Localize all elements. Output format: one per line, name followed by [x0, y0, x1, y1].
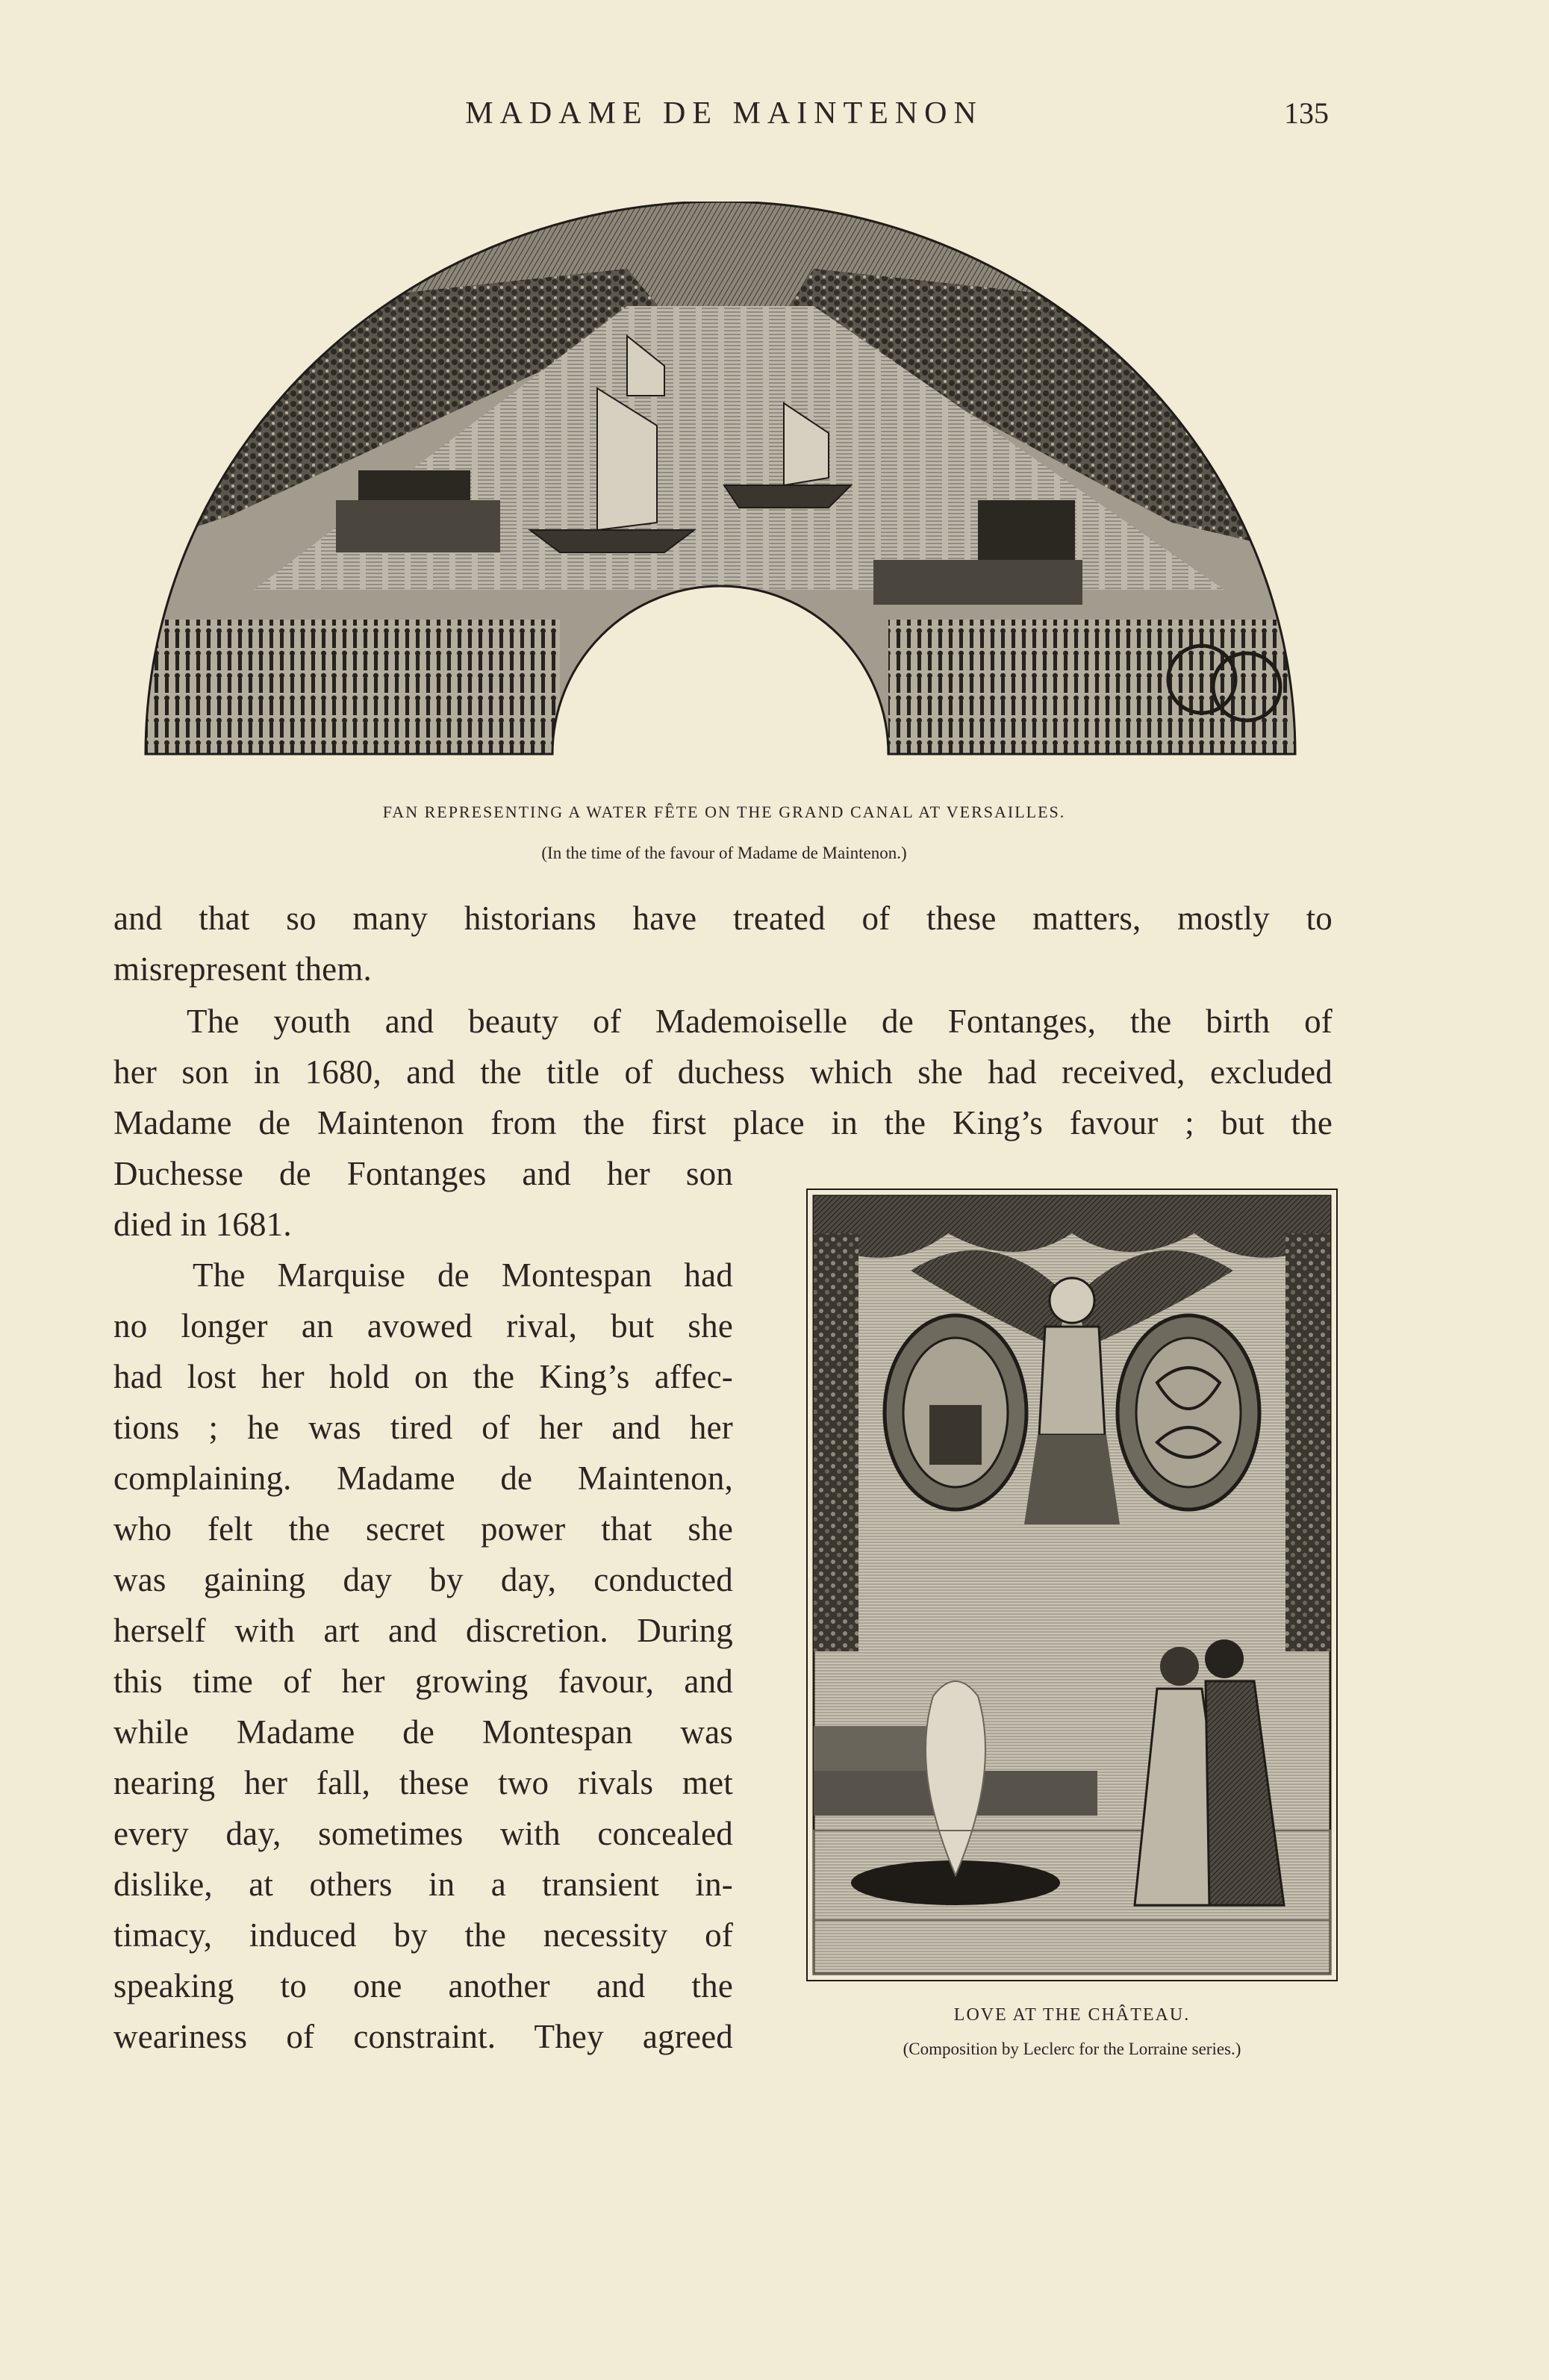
body-line: Madame de Maintenon from the first place in the King’s favour ; but the — [113, 1104, 1333, 1141]
body-line: died in 1681. — [113, 1206, 292, 1243]
fan-engraving — [142, 202, 1299, 761]
body-line: was gaining day by day, conducted — [113, 1561, 733, 1598]
body-line: no longer an avowed rival, but she — [113, 1307, 733, 1345]
page-number: 135 — [1284, 96, 1329, 130]
body-line: weariness of constraint. They agreed — [113, 2018, 733, 2055]
plate-engraving — [806, 1189, 1338, 1981]
body-line: her son in 1680, and the title of duchess which she had received, excluded — [113, 1053, 1333, 1091]
body-line: who felt the secret power that she — [113, 1510, 733, 1548]
body-line: speaking to one another and the — [113, 1967, 733, 2004]
body-line: herself with art and discretion. During — [113, 1612, 733, 1649]
body-line: and that so many historians have treated of these matters, mostly to — [113, 900, 1333, 937]
body-line: every day, sometimes with concealed — [113, 1815, 733, 1852]
fan-caption: FAN REPRESENTING A WATER FÊTE ON THE GRAND CANAL AT VERSAILLES. — [382, 803, 1066, 821]
body-line: The Marquise de Montespan had — [193, 1256, 733, 1294]
body-line: The youth and beauty of Mademoiselle de Fontanges, the birth of — [187, 1003, 1333, 1040]
running-head — [0, 96, 1549, 140]
body-line: while Madame de Montespan was — [113, 1713, 733, 1751]
body-line: this time of her growing favour, and — [113, 1663, 733, 1700]
plate-subcaption: (Composition by Leclerc for the Lorraine series.) — [903, 2040, 1241, 2058]
fan-subcaption: (In the time of the favour of Madame de Maintenon.) — [541, 844, 907, 862]
body-line: had lost her hold on the King’s affec- — [113, 1358, 733, 1395]
body-line: nearing her fall, these two rivals met — [113, 1764, 733, 1801]
running-title: MADAME DE MAINTENON — [465, 96, 983, 131]
body-line: misrepresent them. — [113, 950, 372, 988]
body-line: timacy, induced by the necessity of — [113, 1916, 733, 1954]
plate-caption: LOVE AT THE CHÂTEAU. — [953, 2005, 1191, 2025]
body-line: Duchesse de Fontanges and her son — [113, 1155, 733, 1192]
body-line: dislike, at others in a transient in- — [113, 1866, 733, 1903]
body-line: tions ; he was tired of her and her — [113, 1409, 733, 1446]
body-line: complaining. Madame de Maintenon, — [113, 1460, 733, 1497]
